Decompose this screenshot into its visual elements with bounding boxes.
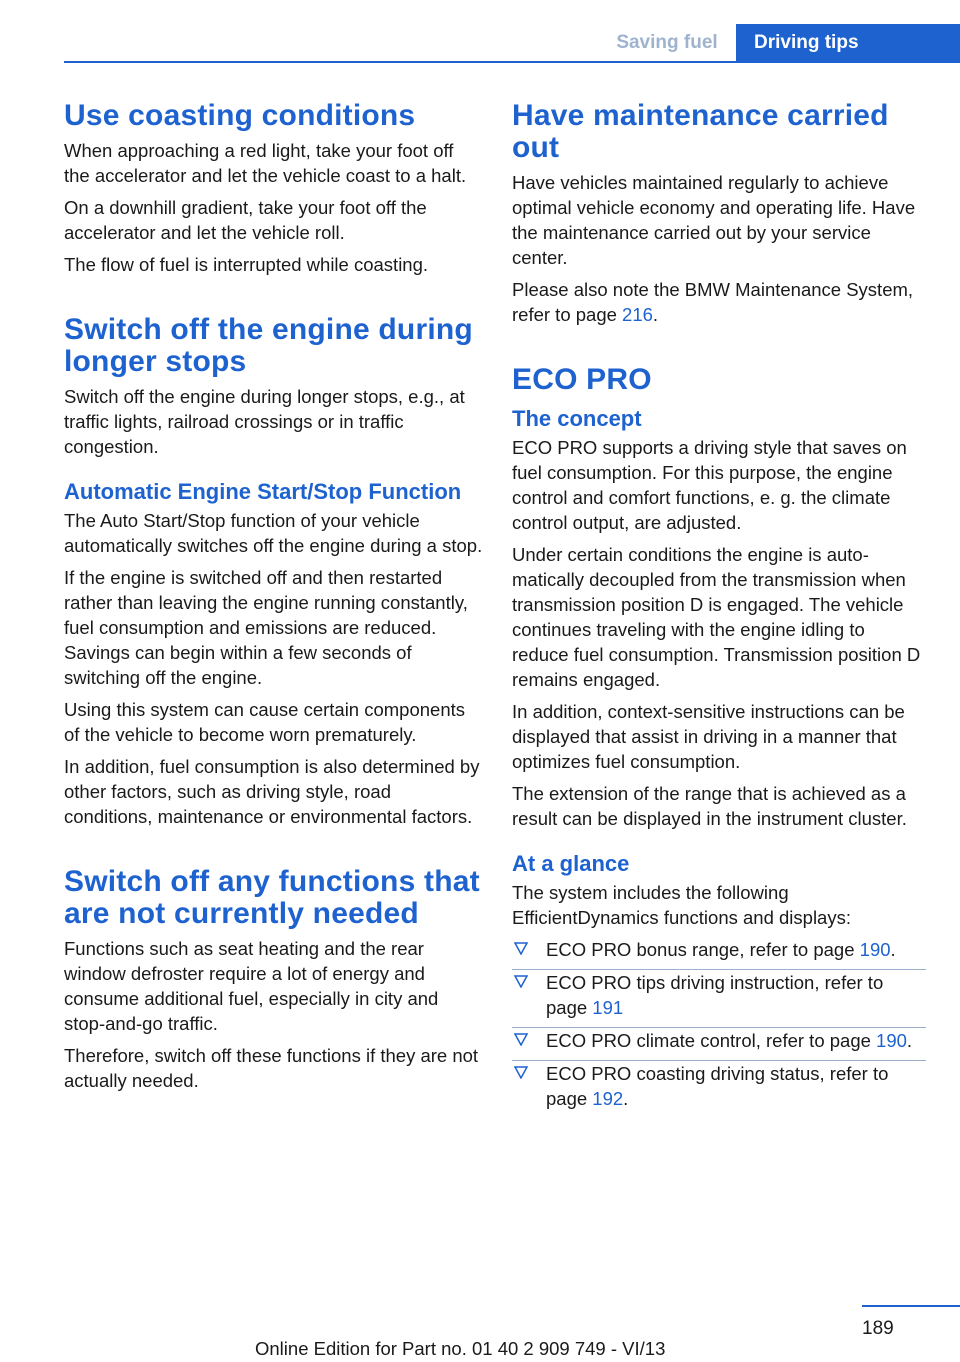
feature-list xyxy=(512,937,926,1118)
heading-at-a-glance: At a glance xyxy=(512,851,630,876)
page-link[interactable]: 190 xyxy=(859,939,891,960)
page-link[interactable]: 192 xyxy=(592,1088,624,1109)
left-column xyxy=(64,100,484,1100)
list-item: ECO PRO tips driving instruction, refer to page 191 xyxy=(512,969,926,1027)
heading-switch-off-functions: Switch off any functions that are not currently needed xyxy=(64,865,480,930)
list-item: ECO PRO climate control, refer to page 190. xyxy=(512,1027,926,1060)
triangle-bullet-icon xyxy=(514,1032,528,1046)
heading-switch-off-engine: Switch off the engine during longer stops xyxy=(64,313,473,378)
page-link[interactable]: 190 xyxy=(876,1030,907,1051)
page-link[interactable]: 191 xyxy=(592,997,624,1018)
paragraph: ECO PRO supports a driving style that saves on fuel consumption. For this purpose, the engine control and comfort functions, e. g. the climate control output, are adjusted. xyxy=(512,437,907,533)
heading-auto-start-stop: Automatic Engine Start/Stop Function xyxy=(64,479,462,504)
paragraph: Using this system can cause certain components of the vehicle to become worn prematurely. xyxy=(64,699,466,745)
heading-eco-pro: ECO PRO xyxy=(512,363,652,396)
paragraph: On a downhill gradient, take your foot off the accelerator and let the vehicle roll. xyxy=(64,197,427,243)
triangle-bullet-icon xyxy=(514,941,528,955)
paragraph: The extension of the range that is achieved as a result can be displayed in the instrument cluster. xyxy=(512,783,907,829)
paragraph: Functions such as seat heating and the rear window defroster require a lot of energy and consume additional fuel, especially in city and stop-and-go traffic. xyxy=(64,938,439,1034)
section-tab-saving-fuel[interactable]: Saving fuel xyxy=(616,32,718,53)
paragraph: Therefore, switch off these functions if they are not actually needed. xyxy=(64,1045,479,1091)
paragraph: The Auto Start/Stop function of your vehicle automatically switches off the engine during a stop. xyxy=(64,510,483,556)
page-number: 189 xyxy=(862,1318,894,1339)
paragraph: If the engine is switched off and then restarted rather than leaving the engine running constantly, fuel consumption and emissions are reduced. Savings can begin within a few seconds of switching off the engine. xyxy=(64,567,468,688)
paragraph: The flow of fuel is interrupted while coasting. xyxy=(64,254,429,275)
paragraph: Have vehicles maintained regularly to achieve optimal vehicle economy and operating life. Have the maintenance carried out by your service center. xyxy=(512,172,916,268)
triangle-bullet-icon xyxy=(514,974,528,988)
paragraph: When approaching a red light, take your foot off the accelerator and let the vehicle coast to a halt. xyxy=(64,140,467,186)
right-column xyxy=(512,100,926,1118)
footer-rule xyxy=(862,1305,960,1307)
triangle-bullet-icon xyxy=(514,1065,528,1079)
page-link[interactable]: 216 xyxy=(622,304,653,325)
list-item: ECO PRO coasting driving status, refer to page 192. xyxy=(512,1060,926,1118)
edition-footer: Online Edition for Part no. 01 40 2 909 749 - VI/13 xyxy=(255,1338,666,1359)
page-header xyxy=(0,0,960,64)
paragraph: Please also note the BMW Maintenance System, refer to page 216. xyxy=(512,279,914,325)
paragraph: In addition, fuel consumption is also determined by other factors, such as driving style, road conditions, maintenance or environmental factors. xyxy=(64,756,480,827)
paragraph: Under certain conditions the engine is automatically decoupled from the transmission when transmission position D is engaged. The vehicle continues traveling with the engine idling to reduce fuel consumption. Transmission position D remains engaged. xyxy=(512,544,921,690)
heading-the-concept: The concept xyxy=(512,406,642,431)
heading-use-coasting: Use coasting conditions xyxy=(64,99,416,132)
heading-maintenance: Have maintenance carried out xyxy=(512,99,889,164)
paragraph: The system includes the following EfficientDynamics functions and displays: xyxy=(512,882,851,928)
header-rule xyxy=(64,61,960,63)
chapter-tab-driving-tips[interactable]: Driving tips xyxy=(736,24,960,62)
list-item: ECO PRO bonus range, refer to page 190. xyxy=(512,937,926,969)
paragraph: In addition, context-sensitive instructions can be displayed that assist in driving in a manner that optimizes fuel consumption. xyxy=(512,701,905,772)
paragraph: Switch off the engine during longer stops, e.g., at traffic lights, railroad crossings or in traffic congestion. xyxy=(64,386,465,457)
